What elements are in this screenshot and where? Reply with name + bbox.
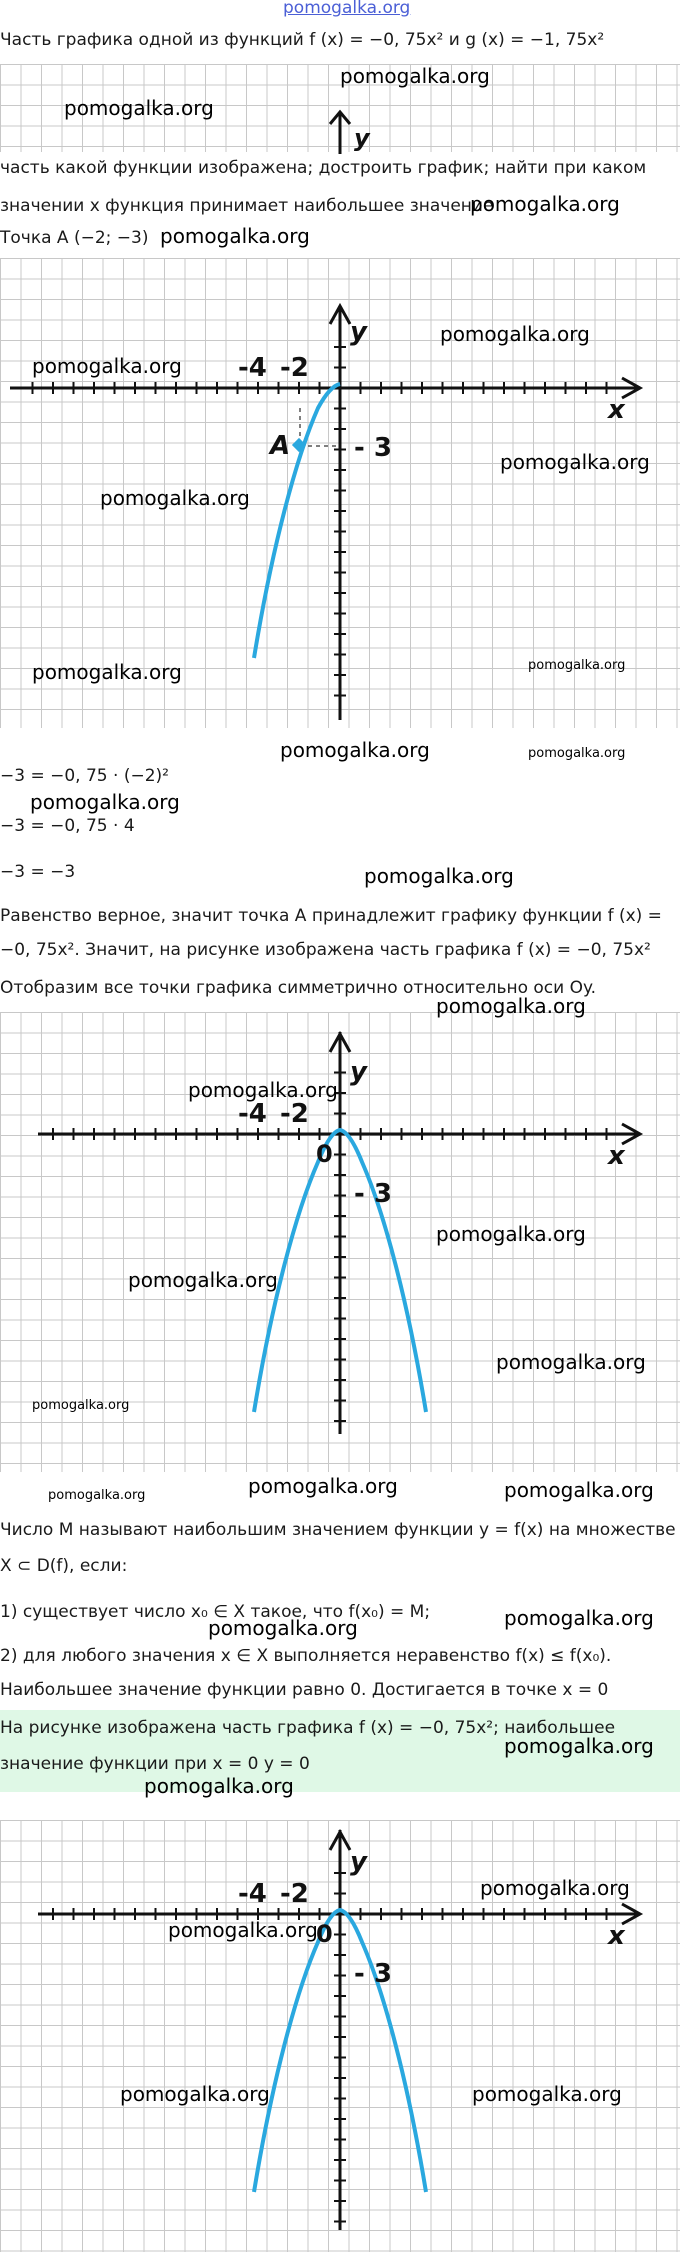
tick-label-neg2: -2: [280, 353, 309, 383]
watermark: pomogalka.org: [168, 1918, 318, 1942]
x-axis-label: x: [608, 1921, 625, 1951]
small-y-axis: [320, 108, 380, 154]
watermark: pomogalka.org: [472, 2082, 622, 2106]
watermark: pomogalka.org: [160, 224, 310, 248]
tick-label-neg2: -2: [280, 1879, 309, 1909]
watermark: pomogalka.org: [340, 64, 490, 88]
conclusion-line1: Равенство верное, значит точка A принадлежит графику функции f (x) =: [0, 906, 662, 926]
task-text-line2: часть какой функции изображена; достроить график; найти при каком: [0, 158, 647, 178]
y-axis-label: y: [350, 1057, 367, 1087]
watermark: pomogalka.org: [528, 746, 626, 761]
watermark: pomogalka.org: [128, 1268, 278, 1292]
answer-line1: На рисунке изображена часть графика f (x) = −0, 75x²; наибольшее: [0, 1718, 616, 1738]
parabola-left-branch: [254, 384, 340, 658]
watermark: pomogalka.org: [30, 790, 180, 814]
calc-line3: −3 = −3: [0, 862, 76, 882]
small-y-label: y: [354, 124, 370, 152]
conclusion-line3: Отобразим все точки графика симметрично относительно оси Oy.: [0, 978, 597, 998]
watermark: pomogalka.org: [32, 1398, 130, 1413]
watermark: pomogalka.org: [504, 1478, 654, 1502]
definition-line4: 2) для любого значения x ∈ X выполняется неравенство f(x) ≤ f(x₀).: [0, 1646, 612, 1666]
answer-line2: значение функции при x = 0 y = 0: [0, 1754, 310, 1774]
watermark: pomogalka.org: [188, 1078, 338, 1102]
watermark: pomogalka.org: [280, 738, 430, 762]
x-axis-label: x: [608, 1141, 625, 1171]
watermark: pomogalka.org: [248, 1474, 398, 1498]
watermark: pomogalka.org: [470, 192, 620, 216]
origin-label: 0: [316, 1140, 333, 1168]
point-text: Точка A (−2; −3): [0, 228, 149, 248]
tick-label-neg4: -4: [238, 1879, 267, 1909]
origin-label: 0: [316, 1920, 333, 1948]
calc-line1: −3 = −0, 75 · (−2)²: [0, 766, 169, 786]
watermark: pomogalka.org: [500, 450, 650, 474]
calc-line2: −3 = −0, 75 · 4: [0, 816, 135, 836]
point-a-label: A: [270, 431, 291, 461]
watermark: pomogalka.org: [120, 2082, 270, 2106]
watermark: pomogalka.org: [208, 1616, 358, 1640]
watermark: pomogalka.org: [32, 354, 182, 378]
definition-line3: 1) существует число x₀ ∈ X такое, что f(x₀) = M;: [0, 1602, 431, 1622]
definition-line5: Наибольшее значение функции равно 0. Достигается в точке x = 0: [0, 1680, 609, 1700]
y-axis-label: y: [350, 1847, 367, 1877]
watermark: pomogalka.org: [504, 1734, 654, 1758]
watermark: pomogalka.org: [528, 658, 626, 673]
definition-line2: X ⊂ D(f), если:: [0, 1556, 128, 1576]
watermark: pomogalka.org: [440, 322, 590, 346]
watermark: pomogalka.org: [64, 96, 214, 120]
conclusion-line2: −0, 75x². Значит, на рисунке изображена часть графика f (x) = −0, 75x²: [0, 940, 651, 960]
watermark: pomogalka.org: [480, 1876, 630, 1900]
tick-label-neg3: - 3: [354, 433, 392, 463]
tick-label-neg4: -4: [238, 1099, 267, 1129]
task-text-line3: значении x функция принимает наибольшее значение: [0, 196, 494, 216]
x-axis-label: x: [608, 395, 625, 425]
tick-label-neg2: -2: [280, 1099, 309, 1129]
watermark: pomogalka.org: [364, 864, 514, 888]
site-header-link[interactable]: pomogalka.org: [283, 0, 411, 18]
tick-label-neg3: - 3: [354, 1959, 392, 1989]
watermark: pomogalka.org: [32, 660, 182, 684]
task-text-line1: Часть графика одной из функций f (x) = −0, 75x² и g (x) = −1, 75x²: [0, 30, 605, 50]
definition-line1: Число M называют наибольшим значением функции y = f(x) на множестве: [0, 1520, 676, 1540]
watermark: pomogalka.org: [48, 1488, 146, 1503]
watermark: pomogalka.org: [504, 1606, 654, 1630]
watermark: pomogalka.org: [496, 1350, 646, 1374]
watermark: pomogalka.org: [436, 1222, 586, 1246]
tick-label-neg3: - 3: [354, 1179, 392, 1209]
watermark: pomogalka.org: [436, 994, 586, 1018]
watermark: pomogalka.org: [100, 486, 250, 510]
tick-label-neg4: -4: [238, 353, 267, 383]
y-axis-label: y: [350, 317, 367, 347]
watermark: pomogalka.org: [144, 1774, 294, 1798]
